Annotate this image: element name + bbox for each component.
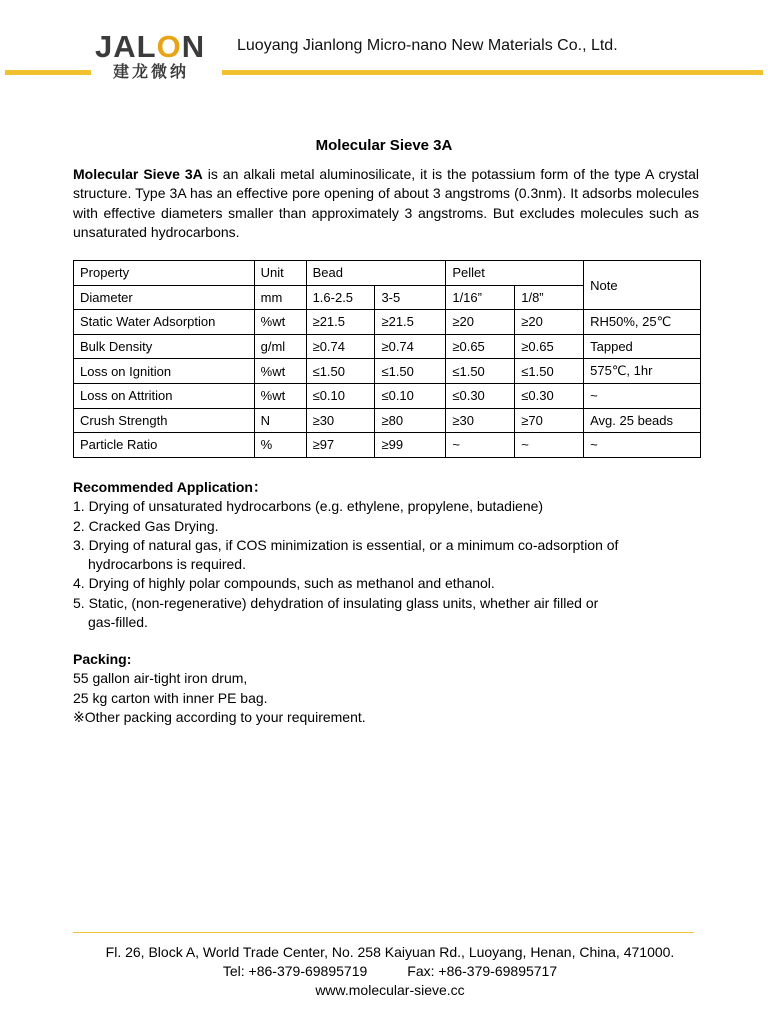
- intro-paragraph: [73, 165, 699, 242]
- table-row-static-water-adsorption: [74, 310, 701, 335]
- packing-item: 55 gallon air-tight iron drum,: [73, 670, 248, 687]
- cell-pellet-a: ≥0.65: [446, 334, 515, 359]
- cell-bead-b: ≥21.5: [375, 310, 446, 335]
- cell-pellet-b: ≥70: [515, 408, 584, 433]
- logo-chinese-name: 建龙微纳: [113, 64, 190, 81]
- cell-bead-b: ≥0.74: [375, 334, 446, 359]
- packing-section: [73, 650, 713, 727]
- spec-table: [73, 260, 701, 458]
- cell-note: Tapped: [584, 334, 701, 359]
- cell-bead-b: 3-5: [375, 285, 446, 310]
- cell-property: Loss on Ignition: [74, 359, 255, 384]
- cell-property: Bulk Density: [74, 334, 255, 359]
- footer-address: Fl. 26, Block A, World Trade Center, No. 258 Kaiyuan Rd., Luoyang, Henan, China, 471000.: [105, 944, 675, 960]
- header-pellet: Pellet: [446, 261, 584, 286]
- cell-pellet-a: ≤0.30: [446, 383, 515, 408]
- cell-unit: %: [254, 433, 306, 458]
- spec-table-body: [74, 261, 701, 458]
- cell-bead-a: ≥97: [306, 433, 375, 458]
- logo-text-a: JAL: [95, 29, 157, 64]
- cell-bead-b: ≥80: [375, 408, 446, 433]
- cell-unit: %wt: [254, 359, 306, 384]
- document-title: Molecular Sieve 3A: [315, 137, 453, 154]
- header-rule-right: [222, 70, 763, 75]
- header-rule-left: [5, 70, 91, 75]
- logo-wordmark: [95, 30, 205, 64]
- cell-pellet-a: ≥20: [446, 310, 515, 335]
- header-property: Property: [74, 261, 255, 286]
- cell-bead-a: 1.6-2.5: [306, 285, 375, 310]
- packing-heading: Packing:: [73, 651, 132, 667]
- footer-tel: Tel: +86-379-69895719: [222, 963, 368, 979]
- table-row-crush-strength: [74, 408, 701, 433]
- cell-pellet-a: 1/16”: [446, 285, 515, 310]
- cell-unit: g/ml: [254, 334, 306, 359]
- cell-property: Diameter: [74, 285, 255, 310]
- cell-pellet-b: ≤1.50: [515, 359, 584, 384]
- cell-pellet-b: ≤0.30: [515, 383, 584, 408]
- cell-property: Particle Ratio: [74, 433, 255, 458]
- table-header-row: [74, 261, 701, 286]
- cell-bead-b: ≥99: [375, 433, 446, 458]
- cell-property: Loss on Attrition: [74, 383, 255, 408]
- header-note: Note: [584, 261, 701, 310]
- applications-heading: Recommended Application：: [73, 479, 267, 495]
- cell-bead-a: ≤0.10: [306, 383, 375, 408]
- logo-text-o: O: [156, 29, 182, 64]
- cell-bead-b: ≤1.50: [375, 359, 446, 384]
- cell-unit: N: [254, 408, 306, 433]
- cell-note: 575℃, 1hr: [584, 359, 701, 384]
- footer: [0, 943, 768, 1000]
- cell-note: ~: [584, 383, 701, 408]
- packing-item: ※Other packing according to your requirement.: [73, 708, 366, 725]
- cell-pellet-a: ~: [446, 433, 515, 458]
- table-row-bulk-density: [74, 334, 701, 359]
- application-item: 3. Drying of natural gas, if COS minimization is essential, or a minimum co-adsorption of: [73, 536, 619, 553]
- application-item: 2. Cracked Gas Drying.: [73, 517, 219, 534]
- cell-bead-a: ≥21.5: [306, 310, 375, 335]
- table-row-loss-on-ignition: [74, 359, 701, 384]
- table-row-particle-ratio: [74, 433, 701, 458]
- cell-pellet-a: ≥30: [446, 408, 515, 433]
- cell-note: RH50%, 25℃: [584, 310, 701, 335]
- cell-unit: %wt: [254, 310, 306, 335]
- intro-text: is an alkali metal aluminosilicate, it is the potassium form of the type A crystal structure. Type 3A has an effective pore opening of about 3 angstroms (0.3nm). It adsorbs molecules with effective diameters smaller than approximately 3 angstroms. But excludes molecules such as unsaturated hydrocarbons.: [73, 166, 699, 240]
- cell-unit: mm: [254, 285, 306, 310]
- cell-property: Crush Strength: [74, 408, 255, 433]
- application-item: 5. Static, (non-regenerative) dehydration of insulating glass units, whether air filled or: [73, 594, 599, 611]
- intro-product-name: Molecular Sieve 3A: [73, 166, 203, 182]
- footer-rule: [73, 932, 694, 933]
- logo-text-b: N: [181, 29, 206, 64]
- cell-note: Avg. 25 beads: [584, 408, 701, 433]
- application-item: 4. Drying of highly polar compounds, such as methanol and ethanol.: [73, 575, 495, 592]
- application-item: 1. Drying of unsaturated hydrocarbons (e.g. ethylene, propylene, butadiene): [73, 498, 544, 515]
- header-bead: Bead: [306, 261, 446, 286]
- cell-note: ~: [584, 433, 701, 458]
- footer-contact-line: [0, 962, 768, 981]
- table-row-loss-on-attrition: [74, 383, 701, 408]
- cell-pellet-b: ≥0.65: [515, 334, 584, 359]
- cell-unit: %wt: [254, 383, 306, 408]
- company-logo: [95, 30, 215, 82]
- footer-fax: Fax: +86-379-69895717: [407, 963, 558, 979]
- cell-pellet-a: ≤1.50: [446, 359, 515, 384]
- cell-bead-a: ≥0.74: [306, 334, 375, 359]
- cell-bead-b: ≤0.10: [375, 383, 446, 408]
- cell-pellet-b: ~: [515, 433, 584, 458]
- cell-pellet-b: ≥20: [515, 310, 584, 335]
- company-name: Luoyang Jianlong Micro-nano New Materials Co., Ltd.: [237, 37, 618, 54]
- application-item-continued: gas-filled.: [88, 614, 148, 631]
- application-item-continued: hydrocarbons is required.: [88, 556, 246, 573]
- cell-property: Static Water Adsorption: [74, 310, 255, 335]
- applications-section: [73, 478, 713, 632]
- header-unit: Unit: [254, 261, 306, 286]
- packing-item: 25 kg carton with inner PE bag.: [73, 689, 268, 706]
- footer-website: www.molecular-sieve.cc: [315, 982, 465, 998]
- cell-pellet-b: 1/8”: [515, 285, 584, 310]
- cell-bead-a: ≥30: [306, 408, 375, 433]
- cell-bead-a: ≤1.50: [306, 359, 375, 384]
